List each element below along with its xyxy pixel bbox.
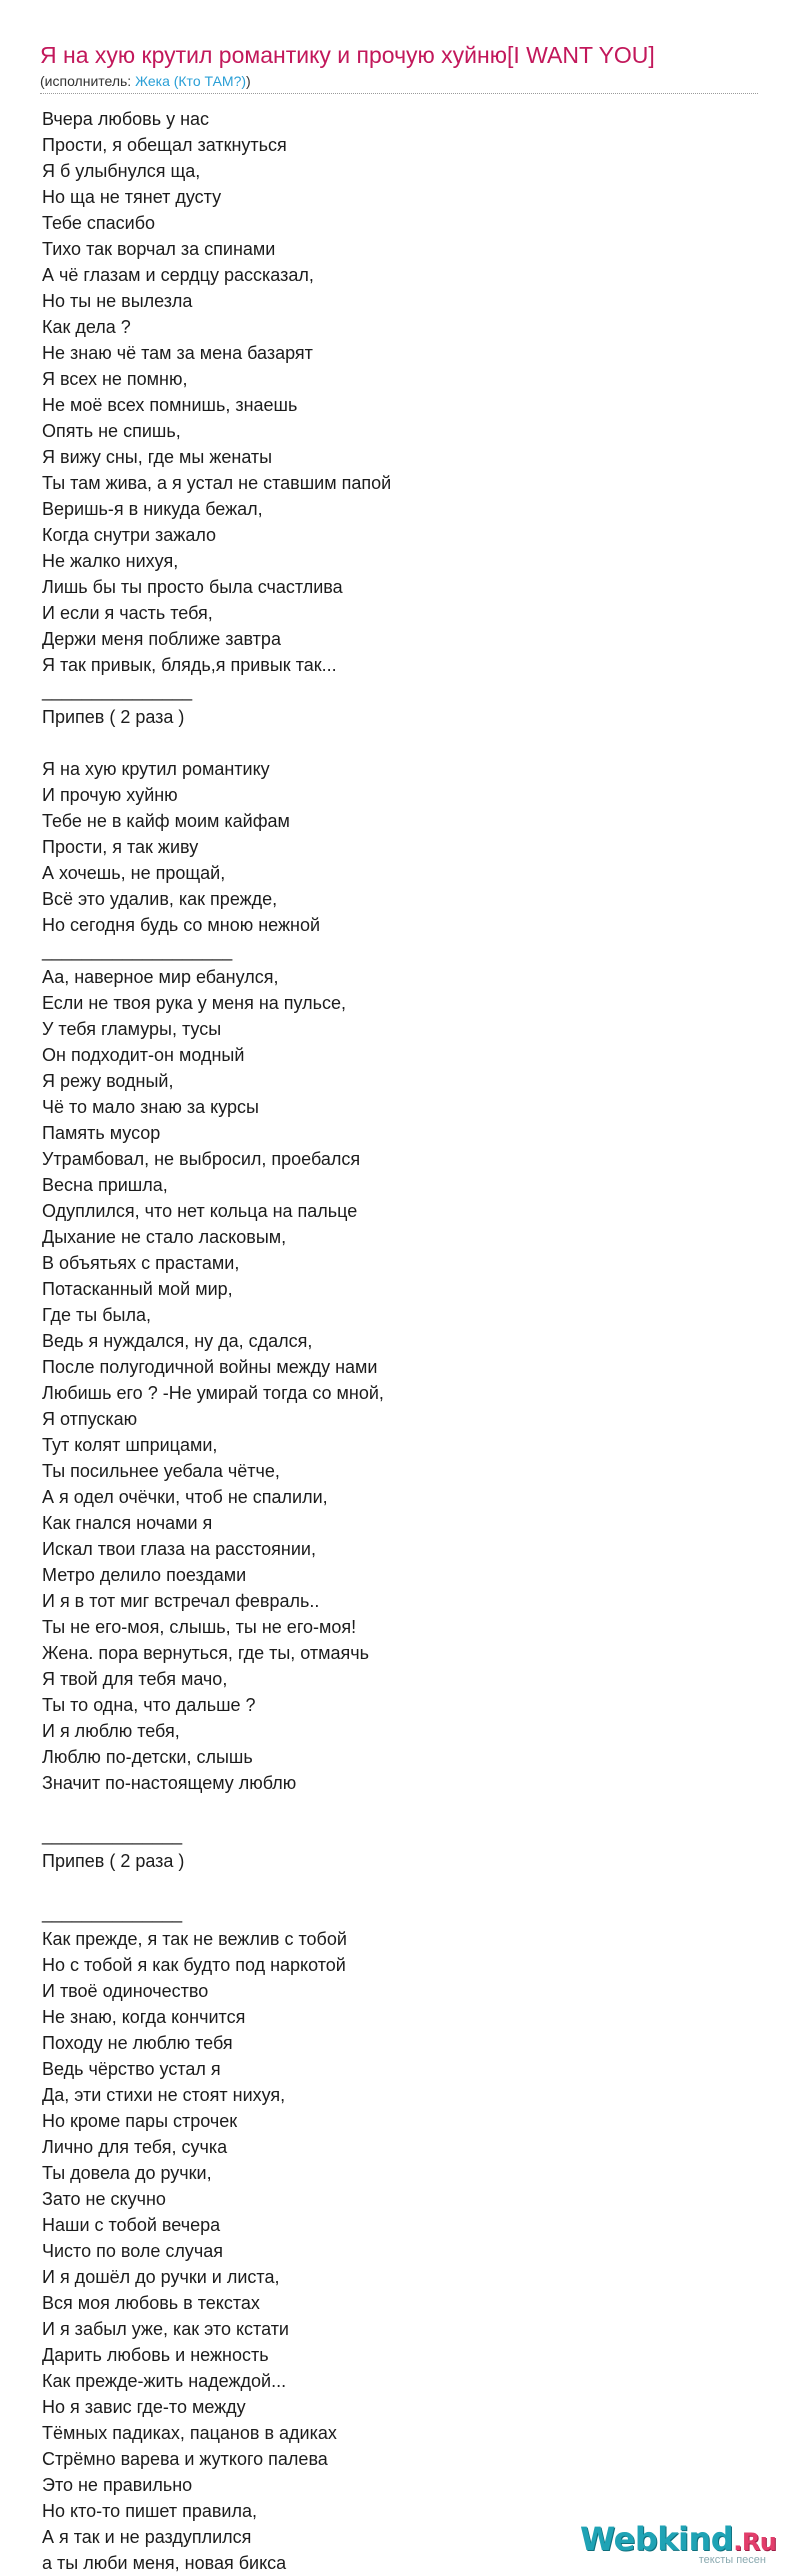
lyrics-text (42, 106, 742, 2576)
song-title: Я на хую крутил романтику и прочую хуйню[I WANT YOU] (40, 42, 655, 68)
lyric-line: Но с тобой я как будто под наркотой (42, 1955, 346, 1975)
lyric-line: Тебе не в кайф моим кайфам (42, 811, 290, 831)
lyric-line: Тихо так ворчал за спинами (42, 239, 276, 259)
lyric-line: Наши с тобой вечера (42, 2215, 221, 2235)
byline-suffix: ) (246, 73, 251, 89)
lyric-line: Лишь бы ты просто была счастлива (42, 577, 343, 597)
lyric-line: Не знаю чё там за мена базарят (42, 343, 313, 363)
lyric-line: Вся моя любовь в текстах (42, 2293, 260, 2313)
lyric-line: Я режу водный, (42, 1071, 174, 1091)
lyric-line: Утрамбовал, не выбросил, проебался (42, 1149, 361, 1169)
logo-tagline: тексты песен (698, 2554, 766, 2566)
lyric-line: Я всех не помню, (42, 369, 188, 389)
lyric-line: Вчера любовь у нас (42, 109, 210, 129)
lyric-line: Ты там жива, а я устал не ставшим папой (42, 473, 392, 493)
lyric-line: ______________ (42, 1825, 183, 1845)
lyric-line: Всё это удалив, как прежде, (42, 889, 278, 909)
lyric-line: Припев ( 2 раза ) (42, 707, 185, 727)
lyric-line: Ты то одна, что дальше ? (42, 1695, 256, 1715)
lyric-line: Ты довела до ручки, (42, 2163, 212, 2183)
lyric-line: Ты не его-моя, слышь, ты не его-моя! (42, 1617, 357, 1637)
webkind-logo[interactable] (580, 2520, 777, 2566)
artist-byline (40, 72, 251, 90)
lyric-line: Как прежде, я так не вежлив с тобой (42, 1929, 347, 1949)
lyric-line: Но я завис где-то между (42, 2397, 246, 2417)
lyric-line: И если я часть тебя, (42, 603, 213, 623)
lyric-line: И я люблю тебя, (42, 1721, 180, 1741)
lyric-line: Да, эти стихи не стоят нихуя, (42, 2085, 286, 2105)
blank-line (42, 1796, 742, 1822)
byline-prefix: (исполнитель: (40, 73, 136, 89)
logo-brand-main: Webkind (580, 2520, 734, 2558)
lyric-line: Как гнался ночами я (42, 1513, 213, 1533)
lyric-line: После полугодичной войны между нами (42, 1357, 378, 1377)
lyric-line: Я вижу сны, где мы женаты (42, 447, 273, 467)
lyric-line: А я одел очёчки, чтоб не спалили, (42, 1487, 328, 1507)
lyric-line: Я на хую крутил романтику (42, 759, 270, 779)
lyric-line: Я так привык, блядь,я привык так... (42, 655, 337, 675)
lyric-line: И твоё одиночество (42, 1981, 209, 2001)
lyric-line: Аа, наверное мир ебанулся, (42, 967, 279, 987)
lyric-line: Зато не скучно (42, 2189, 166, 2209)
lyric-line: Ведь я нуждался, ну да, сдался, (42, 1331, 313, 1351)
lyric-line: Прости, я обещал заткнуться (42, 135, 287, 155)
lyric-line: И я дошёл до ручки и листа, (42, 2267, 280, 2287)
lyric-line: Люблю по-детски, слышь (42, 1747, 253, 1767)
lyric-line: Как дела ? (42, 317, 131, 337)
lyric-line: Дарить любовь и нежность (42, 2345, 269, 2365)
lyric-line: ___________________ (42, 941, 233, 961)
blank-line (42, 730, 742, 756)
lyric-line: Но кроме пары строчек (42, 2111, 238, 2131)
artist-link[interactable]: Жека (Кто ТАМ?) (135, 73, 247, 89)
lyric-line: Тёмных падиках, пацанов в адиках (42, 2423, 337, 2443)
lyric-line: Тут колят шприцами, (42, 1435, 218, 1455)
lyric-line: Я твой для тебя мачо, (42, 1669, 228, 1689)
lyric-line: Но кто-то пишет правила, (42, 2501, 257, 2521)
lyric-line: А чё глазам и сердцу рассказал, (42, 265, 314, 285)
lyric-line: Это не правильно (42, 2475, 193, 2495)
lyric-line: В объятьях с прастами, (42, 1253, 240, 1273)
lyric-line: И я забыл уже, как это кстати (42, 2319, 289, 2339)
lyric-line: Но ты не вылезла (42, 291, 193, 311)
lyric-line: А я так и не раздуплился (42, 2527, 252, 2547)
lyric-line: Одуплился, что нет кольца на пальце (42, 1201, 358, 1221)
lyric-line: Опять не спишь, (42, 421, 181, 441)
lyric-line: Но ща не тянет дусту (42, 187, 222, 207)
lyric-line: Когда снутри зажало (42, 525, 217, 545)
lyric-line: Держи меня поближе завтра (42, 629, 281, 649)
lyric-line: Если не твоя рука у меня на пульсе, (42, 993, 347, 1013)
lyric-line: У тебя гламуры, тусы (42, 1019, 222, 1039)
lyric-line: И прочую хуйню (42, 785, 178, 805)
lyric-line: Походу не люблю тебя (42, 2033, 233, 2053)
lyric-line: Чисто по воле случая (42, 2241, 223, 2261)
lyric-line: Чё то мало знаю за курсы (42, 1097, 259, 1117)
lyric-line: Память мусор (42, 1123, 161, 1143)
lyric-line: И я в тот миг встречал февраль.. (42, 1591, 320, 1611)
lyric-line: Прости, я так живу (42, 837, 199, 857)
lyric-line: Не знаю, когда кончится (42, 2007, 246, 2027)
lyric-line: Лично для тебя, сучка (42, 2137, 228, 2157)
lyric-line: Как прежде-жить надеждой... (42, 2371, 287, 2391)
header-divider (40, 93, 758, 94)
lyric-line: Ведь чёрство устал я (42, 2059, 221, 2079)
lyric-line: Весна пришла, (42, 1175, 168, 1195)
blank-line (42, 1874, 742, 1900)
lyric-line: Он подходит-он модный (42, 1045, 245, 1065)
lyric-line: Искал твои глаза на расстоянии, (42, 1539, 316, 1559)
lyric-line: Жена. пора вернуться, где ты, отмаячь (42, 1643, 370, 1663)
lyric-line: Метро делило поездами (42, 1565, 247, 1585)
lyric-line: Значит по-настоящему люблю (42, 1773, 297, 1793)
lyric-line: Стрёмно варева и жуткого палева (42, 2449, 328, 2469)
lyric-line: Я б улыбнулся ща, (42, 161, 201, 181)
logo-brand-tld: .Ru (733, 2528, 777, 2556)
lyric-line: Веришь-я в никуда бежал, (42, 499, 263, 519)
lyric-line: А хочешь, не прощай, (42, 863, 226, 883)
lyric-line: Я отпускаю (42, 1409, 138, 1429)
lyric-line: Не жалко нихуя, (42, 551, 179, 571)
lyric-line: Ты посильнее уебала чётче, (42, 1461, 280, 1481)
lyric-line: _______________ (42, 681, 193, 701)
lyric-line: Потасканный мой мир, (42, 1279, 233, 1299)
lyric-line: Не моё всех помнишь, знаешь (42, 395, 298, 415)
lyric-line: Любишь его ? -Не умирай тогда со мной, (42, 1383, 384, 1403)
lyric-line: Тебе спасибо (42, 213, 156, 233)
lyric-line: ______________ (42, 1903, 183, 1923)
lyric-line: Где ты была, (42, 1305, 152, 1325)
lyric-line: Дыхание не стало ласковым, (42, 1227, 287, 1247)
lyric-line: а ты люби меня, новая бикса (42, 2553, 287, 2573)
lyric-line: Но сегодня будь со мною нежной (42, 915, 321, 935)
lyric-line: Припев ( 2 раза ) (42, 1851, 185, 1871)
